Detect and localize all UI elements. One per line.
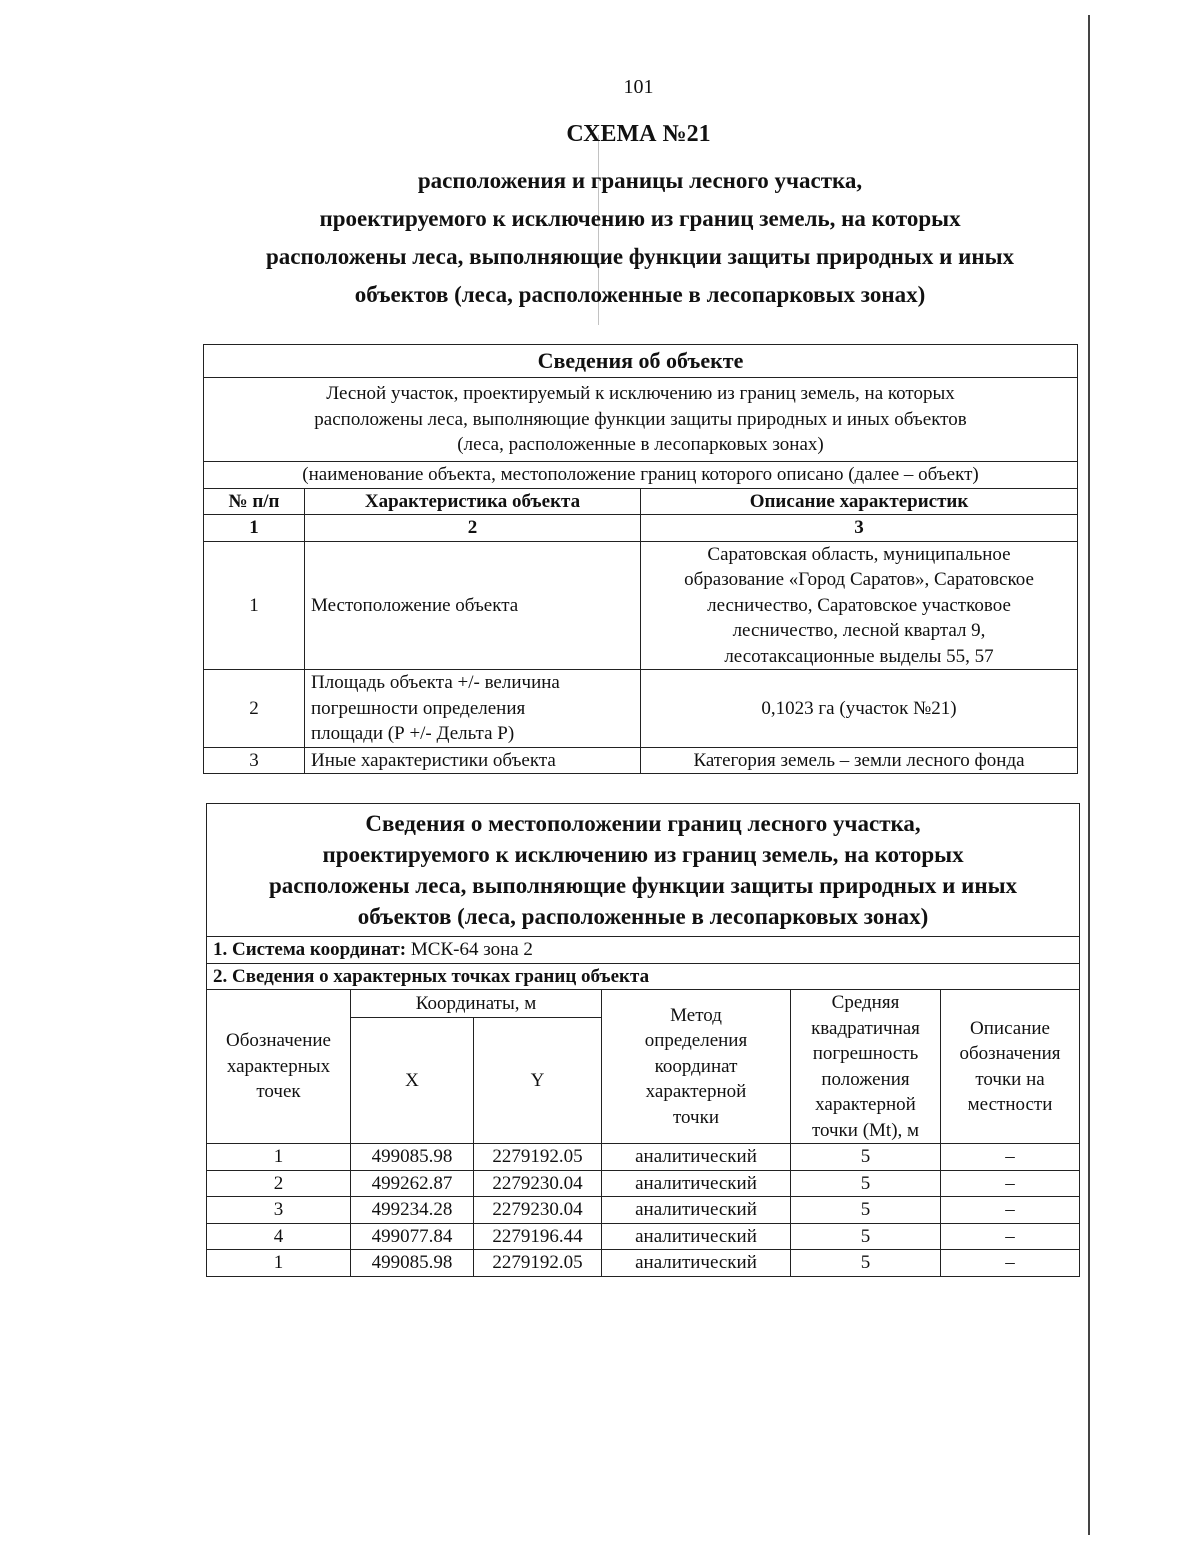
cell-y: 2279192.05 — [474, 1250, 602, 1277]
cell-x: 499234.28 — [351, 1197, 474, 1224]
description-line: 0,1023 га (участок №21) — [761, 697, 957, 719]
subtitle-line: проектируемого к исключению из границ земель, на которых — [319, 206, 961, 231]
cell-point: 1 — [207, 1250, 351, 1277]
cell-description: – — [941, 1197, 1080, 1224]
object-description-line: расположены леса, выполняющие функции защиты природных и иных объектов — [314, 408, 967, 430]
header-x: X — [351, 1017, 474, 1143]
header-error — [791, 990, 941, 1144]
cell-y: 2279230.04 — [474, 1197, 602, 1224]
row-characteristic — [305, 541, 641, 670]
header-line: координат — [654, 1055, 738, 1077]
cell-description: – — [941, 1144, 1080, 1171]
coordinate-system-value: МСК-64 зона 2 — [410, 939, 533, 960]
table-row — [204, 670, 1078, 748]
coordinate-system-label: 1. Система координат: — [213, 939, 407, 960]
cell-method: аналитический — [602, 1197, 791, 1224]
header-line: характерных — [226, 1055, 331, 1077]
points-section-title: 2. Сведения о характерных точках границ объекта — [207, 963, 1080, 990]
header-method — [602, 990, 791, 1144]
description-line: лесничество, Саратовское участковое — [707, 594, 1011, 616]
characteristic-line: погрешности определения — [311, 697, 526, 719]
header-point-designation — [207, 990, 351, 1144]
cell-y: 2279230.04 — [474, 1170, 602, 1197]
header-point-description — [941, 990, 1080, 1144]
header-y: Y — [474, 1017, 602, 1143]
row-number: 1 — [204, 541, 305, 670]
header-line: Метод — [670, 1004, 722, 1026]
row-number: 2 — [204, 670, 305, 748]
cell-error: 5 — [791, 1250, 941, 1277]
header-coordinates: Координаты, м — [351, 990, 602, 1018]
schema-subtitle — [200, 162, 1080, 314]
description-line: образование «Город Саратов», Саратовское — [684, 569, 1034, 590]
object-description — [204, 378, 1078, 462]
object-table-title: Сведения об объекте — [204, 345, 1078, 378]
cell-error: 5 — [791, 1197, 941, 1224]
header-line: точек — [256, 1081, 301, 1103]
schema-title: СХЕМА №21 — [566, 121, 711, 147]
row-description — [641, 541, 1078, 670]
cell-x: 499262.87 — [351, 1170, 474, 1197]
cell-description: – — [941, 1250, 1080, 1277]
cell-error: 5 — [791, 1223, 941, 1250]
cell-x: 499085.98 — [351, 1250, 474, 1277]
row-characteristic — [305, 670, 641, 748]
cell-point: 1 — [207, 1144, 351, 1171]
header-line: Описание — [970, 1017, 1050, 1039]
row-description — [641, 670, 1078, 748]
description-line: лесотаксационные выделы 55, 57 — [724, 645, 994, 667]
column-header-description: Описание характеристик — [641, 488, 1078, 515]
table-row — [204, 747, 1078, 774]
column-number: 1 — [204, 515, 305, 542]
cell-x: 499077.84 — [351, 1223, 474, 1250]
row-characteristic — [305, 747, 641, 774]
page-edge-rule — [1088, 15, 1090, 1535]
object-name-note: (наименование объекта, местоположение границ которого описано (далее – объект) — [204, 462, 1078, 489]
header-line: местности — [967, 1094, 1053, 1115]
cell-description: – — [941, 1223, 1080, 1250]
subtitle-line: расположены леса, выполняющие функции защиты природных и иных — [265, 244, 1015, 269]
header-line: Обозначение — [226, 1030, 331, 1052]
header-line: точки на — [975, 1068, 1045, 1090]
table-row — [207, 1144, 1080, 1171]
cell-method: аналитический — [602, 1223, 791, 1250]
object-description-line: (леса, расположенные в лесопарковых зонах) — [457, 434, 824, 456]
cell-method: аналитический — [602, 1144, 791, 1171]
cell-x: 499085.98 — [351, 1144, 474, 1171]
coords-title-line: проектируемого к исключению из границ земель, на которых — [322, 842, 964, 867]
header-line: точки — [672, 1106, 719, 1128]
table-row — [204, 541, 1078, 670]
characteristic-line: Иные характеристики объекта — [311, 749, 556, 771]
coords-table-title — [207, 804, 1080, 937]
header-line: Средняя — [831, 992, 900, 1013]
cell-error: 5 — [791, 1144, 941, 1171]
coords-title-line: объектов (леса, расположенные в лесопарковых зонах) — [357, 904, 929, 929]
column-number: 2 — [305, 515, 641, 542]
characteristic-line: площади (Р +/- Дельта Р) — [311, 723, 515, 744]
header-line: квадратичная — [811, 1017, 920, 1039]
row-number: 3 — [204, 747, 305, 774]
header-line: точки (Мt), м — [811, 1119, 920, 1141]
header-line: обозначения — [959, 1043, 1061, 1064]
description-line: Саратовская область, муниципальное — [707, 543, 1011, 565]
header-line: характерной — [815, 1094, 916, 1115]
column-header-number: № п/п — [204, 488, 305, 515]
cell-method: аналитический — [602, 1170, 791, 1197]
page-number: 101 — [623, 76, 654, 98]
characteristic-line: Площадь объекта +/- величина — [311, 672, 560, 693]
table-row — [207, 1223, 1080, 1250]
column-number: 3 — [641, 515, 1078, 542]
cell-point: 3 — [207, 1197, 351, 1224]
object-description-line: Лесной участок, проектируемый к исключению из границ земель, на которых — [326, 383, 955, 405]
cell-y: 2279196.44 — [474, 1223, 602, 1250]
cell-y: 2279192.05 — [474, 1144, 602, 1171]
cell-point: 2 — [207, 1170, 351, 1197]
subtitle-line: расположения и границы лесного участка, — [417, 168, 863, 193]
cell-point: 4 — [207, 1223, 351, 1250]
header-line: погрешность — [812, 1043, 919, 1064]
cell-description: – — [941, 1170, 1080, 1197]
object-info-table — [203, 344, 1078, 774]
header-line: характерной — [645, 1081, 747, 1103]
cell-method: аналитический — [602, 1250, 791, 1277]
coords-title-line: Сведения о местоположении границ лесного участка, — [365, 811, 921, 836]
table-row — [207, 1250, 1080, 1277]
cell-error: 5 — [791, 1170, 941, 1197]
boundary-coordinates-table — [206, 803, 1080, 1277]
table-row — [207, 1197, 1080, 1224]
column-header-characteristic: Характеристика объекта — [305, 488, 641, 515]
table-row — [207, 1170, 1080, 1197]
coordinate-system-row — [207, 937, 1080, 964]
header-line: положения — [821, 1068, 910, 1090]
header-line: определения — [644, 1030, 748, 1052]
row-description — [641, 747, 1078, 774]
coords-title-line: расположены леса, выполняющие функции защиты природных и иных — [268, 873, 1018, 898]
description-line: лесничество, лесной квартал 9, — [732, 620, 986, 641]
description-line: Категория земель – земли лесного фонда — [693, 749, 1025, 771]
subtitle-line: объектов (леса, расположенные в лесопарковых зонах) — [354, 282, 926, 307]
characteristic-line: Местоположение объекта — [311, 594, 519, 616]
